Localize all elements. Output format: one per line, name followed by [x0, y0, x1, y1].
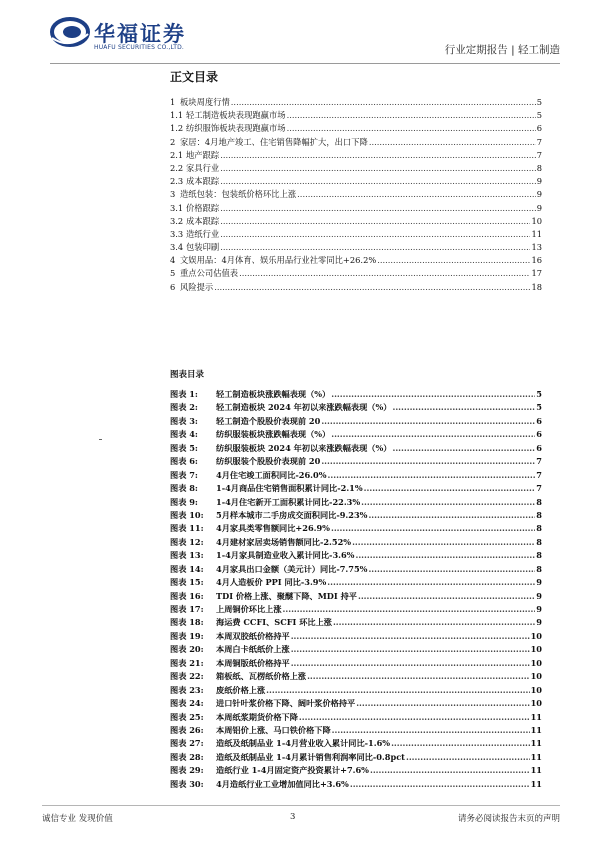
entry-number: 图表 24:	[170, 698, 204, 709]
dot-leader	[392, 443, 535, 453]
entry-number: 1	[170, 97, 176, 107]
entry-title: 板块周度行情	[180, 97, 230, 107]
entry-page: 9	[536, 590, 542, 601]
entry-title: 文娱用品：4月体育、娱乐用品行业社零同比+26.2%	[180, 255, 377, 266]
figure-entry[interactable]	[170, 671, 542, 684]
dot-leader	[220, 229, 530, 239]
dot-leader	[350, 779, 530, 789]
figure-entry[interactable]	[170, 523, 542, 536]
dot-leader	[361, 497, 535, 507]
entry-title: 重点公司估值表	[180, 268, 239, 279]
toc-entry[interactable]	[170, 241, 542, 254]
entry-page: 7	[536, 136, 542, 147]
entry-title: 成本跟踪	[186, 176, 220, 187]
entry-page: 9	[536, 176, 542, 187]
entry-number: 图表 1:	[170, 389, 198, 399]
entry-title: 地产跟踪	[186, 149, 220, 160]
entry-title: 造纸行业	[186, 228, 220, 239]
entry-number: 2.1	[170, 149, 184, 160]
entry-number: 图表 25:	[170, 711, 204, 722]
dot-leader	[369, 137, 536, 147]
toc-entry[interactable]	[170, 109, 542, 122]
entry-title: 本周纸浆期货价格下降	[216, 711, 298, 722]
entry-title: 1-4月住宅新开工面积累计同比-22.3%	[216, 496, 361, 507]
figure-entry[interactable]	[170, 698, 542, 711]
entry-page: 7	[536, 149, 542, 160]
toc-title: 正文目录	[170, 70, 219, 84]
figure-entry[interactable]	[170, 443, 542, 456]
entry-page: 5	[536, 402, 542, 413]
entry-title: 箱板纸、瓦楞纸价格上涨	[216, 671, 307, 682]
entry-number: 图表 19:	[170, 630, 204, 641]
entry-number: 1.2	[170, 123, 184, 134]
entry-number: 图表 8:	[170, 483, 198, 494]
entry-page: 8	[536, 563, 542, 574]
entry-number: 3.4	[170, 242, 184, 253]
dot-leader	[287, 123, 536, 133]
figures-title: 图表目录	[170, 370, 205, 380]
entry-number: 图表 22:	[170, 671, 204, 682]
figure-entry[interactable]	[170, 738, 542, 751]
entry-page: 6	[536, 415, 542, 426]
entry-page: 9	[536, 617, 542, 628]
entry-number: 图表 9:	[170, 496, 198, 507]
entry-number: 2.3	[170, 176, 184, 187]
dot-leader	[239, 268, 530, 278]
figure-entry[interactable]	[170, 712, 542, 725]
entry-page: 6	[536, 429, 542, 440]
entry-number: 图表 20:	[170, 644, 204, 655]
entry-number: 图表 4:	[170, 429, 198, 440]
entry-title: 本周铜版纸价格持平	[216, 657, 290, 668]
dot-leader	[299, 712, 530, 722]
toc-entry[interactable]	[170, 96, 542, 109]
entry-number: 5	[170, 268, 176, 279]
entry-number: 6	[170, 281, 176, 292]
dot-leader	[368, 510, 535, 520]
entry-page: 8	[536, 162, 542, 173]
dot-leader	[231, 97, 536, 107]
huafu-logo-icon	[50, 16, 90, 48]
entry-page: 10	[530, 644, 542, 655]
entry-title: 海运费 CCFI、SCFI 环比上涨	[216, 617, 332, 628]
entry-number: 图表 12:	[170, 536, 204, 547]
dot-leader	[220, 216, 530, 226]
entry-page: 5	[536, 97, 542, 107]
toc-entry[interactable]	[170, 162, 542, 175]
entry-number: 3.2	[170, 215, 184, 226]
entry-page: 5	[536, 110, 542, 121]
entry-page: 11	[530, 738, 542, 749]
entry-number: 图表 30:	[170, 778, 204, 789]
entry-page: 9	[536, 202, 542, 213]
header-divider	[50, 63, 560, 64]
entry-number: 3	[170, 189, 176, 200]
dot-leader	[291, 658, 530, 668]
dot-leader	[364, 483, 536, 493]
report-type: 行业定期报告 | 轻工制造	[444, 44, 560, 56]
entry-title: 4月家具出口金额（美元计）同比-7.75%	[216, 563, 368, 574]
entry-title: 价格跟踪	[186, 202, 220, 213]
entry-page: 5	[536, 389, 542, 399]
figure-entry[interactable]	[170, 725, 542, 738]
dot-leader	[368, 564, 535, 574]
dot-leader	[327, 577, 535, 587]
figure-entry[interactable]	[170, 752, 542, 765]
entry-title: 4月住宅竣工面积同比-26.0%	[216, 469, 327, 480]
entry-title: 进口针叶浆价格下降、阔叶浆价格持平	[216, 698, 356, 709]
dot-leader	[220, 242, 530, 252]
figure-entry[interactable]	[170, 658, 542, 671]
dot-leader	[333, 617, 535, 627]
entry-title: 造纸包装：包装纸价格环比上涨	[180, 189, 297, 200]
dot-leader	[291, 631, 530, 641]
toc-entry[interactable]	[170, 188, 542, 201]
margin-mark	[99, 439, 102, 440]
footer-slogan: 诚信专业 发现价值	[42, 814, 113, 824]
toc-entry[interactable]	[170, 254, 542, 267]
entry-number: 图表 28:	[170, 751, 204, 762]
figure-entry[interactable]	[170, 591, 542, 604]
dot-leader	[406, 752, 530, 762]
entry-number: 图表 21:	[170, 657, 204, 668]
entry-number: 2.2	[170, 162, 184, 173]
figure-entry[interactable]	[170, 685, 542, 698]
dot-leader	[391, 738, 530, 748]
entry-title: 纺织服装板块涨跌幅表现（%）	[216, 429, 331, 440]
entry-page: 10	[530, 657, 542, 668]
entry-number: 2	[170, 136, 176, 147]
entry-number: 图表 29:	[170, 765, 204, 776]
entry-title: 纺织服饰板块表现跑赢市场	[186, 123, 286, 134]
entry-title: 轻工制造个股股价表现前 20	[216, 415, 321, 426]
dot-leader	[214, 282, 530, 292]
entry-page: 8	[536, 550, 542, 561]
entry-title: 风险提示	[180, 281, 214, 292]
entry-title: 1-4月商品住宅销售面积累计同比-2.1%	[216, 483, 363, 494]
entry-page: 11	[530, 778, 542, 789]
figure-entry[interactable]	[170, 779, 542, 792]
entry-number: 图表 26:	[170, 724, 204, 735]
entry-page: 10	[530, 671, 542, 682]
entry-number: 图表 2:	[170, 402, 198, 413]
dot-leader	[358, 591, 535, 601]
entry-number: 图表 18:	[170, 617, 204, 628]
figure-entry[interactable]	[170, 470, 542, 483]
entry-page: 9	[536, 189, 542, 200]
entry-page: 8	[536, 509, 542, 520]
dot-leader	[332, 725, 530, 735]
entry-page: 10	[531, 215, 542, 226]
entry-title: 4月人造板价 PPI 同比-3.9%	[216, 577, 327, 588]
figure-entry[interactable]	[170, 389, 542, 402]
dot-leader	[331, 429, 535, 439]
entry-number: 图表 11:	[170, 523, 204, 534]
dot-leader	[220, 163, 536, 173]
entry-number: 图表 14:	[170, 563, 204, 574]
entry-page: 13	[531, 242, 542, 253]
dot-leader	[331, 389, 535, 399]
toc-entry[interactable]	[170, 175, 542, 188]
entry-title: 纺织服装个股股价表现前 20	[216, 456, 321, 467]
dot-leader	[352, 537, 535, 547]
dot-leader	[331, 523, 535, 533]
entry-number: 图表 17:	[170, 604, 204, 614]
entry-page: 7	[536, 483, 542, 494]
entry-page: 10	[530, 630, 542, 641]
dot-leader	[291, 644, 530, 654]
entry-title: 轻工制造板块 2024 年初以来涨跌幅表现（%）	[216, 402, 392, 413]
figure-entry[interactable]	[170, 416, 542, 429]
entry-title: 造纸及纸制品业 1-4月累计销售利润率同比-0.8pct	[216, 751, 405, 762]
entry-title: 废纸价格上涨	[216, 684, 266, 695]
entry-page: 8	[536, 523, 542, 534]
logo-cn-text: 华福证券	[94, 22, 186, 46]
dot-leader	[287, 110, 536, 120]
dot-leader	[297, 189, 536, 199]
entry-number: 图表 13:	[170, 550, 204, 561]
entry-page: 6	[536, 442, 542, 453]
entry-title: 成本跟踪	[186, 215, 220, 226]
dot-leader	[377, 255, 530, 265]
logo-en-text: HUAFU SECURITIES CO.,LTD.	[94, 44, 185, 51]
dot-leader	[283, 604, 536, 614]
entry-page: 6	[536, 123, 542, 134]
entry-page: 11	[530, 711, 542, 722]
entry-number: 图表 10:	[170, 509, 204, 520]
toc-entry[interactable]	[170, 228, 542, 241]
entry-page: 10	[530, 684, 542, 695]
dot-leader	[328, 470, 536, 480]
entry-title: 4月建材家居卖场销售额同比-2.52%	[216, 536, 352, 547]
entry-number: 3.1	[170, 202, 184, 213]
entry-title: 本周双胶纸价格持平	[216, 630, 290, 641]
figure-entry[interactable]	[170, 550, 542, 563]
entry-title: 本周铝价上涨、马口铁价格下降	[216, 724, 331, 735]
entry-page: 9	[536, 577, 542, 588]
toc-entry[interactable]	[170, 215, 542, 228]
dot-leader	[220, 203, 536, 213]
dot-leader	[321, 416, 535, 426]
entry-page: 11	[530, 765, 542, 776]
entry-number: 4	[170, 255, 176, 266]
dot-leader	[355, 550, 535, 560]
entry-number: 图表 23:	[170, 684, 204, 695]
entry-number: 图表 5:	[170, 442, 198, 453]
figure-entry[interactable]	[170, 564, 542, 577]
entry-title: 轻工制造板块表现跑赢市场	[186, 110, 286, 121]
figure-entry[interactable]	[170, 497, 542, 510]
figure-entry[interactable]	[170, 429, 542, 442]
entry-title: 4月造纸行业工业增加值同比+3.6%	[216, 778, 349, 789]
entry-number: 图表 27:	[170, 738, 204, 749]
entry-page: 11	[531, 228, 542, 239]
entry-page: 9	[536, 604, 542, 614]
figure-entry[interactable]	[170, 577, 542, 590]
toc-entry[interactable]	[170, 267, 542, 280]
toc-entry[interactable]	[170, 149, 542, 162]
entry-page: 8	[536, 496, 542, 507]
dot-leader	[220, 176, 536, 186]
figure-entry[interactable]	[170, 617, 542, 630]
dot-leader	[392, 402, 535, 412]
entry-title: 5月样本城市二手房成交面积同比-9.23%	[216, 509, 368, 520]
figure-entry[interactable]	[170, 644, 542, 657]
entry-title: 本周白卡纸纸价上涨	[216, 644, 290, 655]
entry-number: 图表 16:	[170, 590, 204, 601]
entry-title: 包装印刷	[186, 242, 220, 253]
dot-leader	[370, 765, 530, 775]
entry-title: 造纸及纸制品业 1-4月营业收入累计同比-1.6%	[216, 738, 391, 749]
entry-page: 11	[530, 724, 542, 735]
entry-title: TDI 价格上涨、聚醚下降、MDI 持平	[216, 590, 357, 601]
toc-entry[interactable]	[170, 281, 542, 294]
entry-page: 8	[536, 536, 542, 547]
toc-list	[170, 96, 542, 294]
entry-title: 造纸行业 1-4月固定资产投资累计+7.6%	[216, 765, 369, 776]
page-number: 3	[290, 812, 296, 822]
figures-list	[170, 389, 542, 792]
entry-number: 图表 6:	[170, 456, 198, 467]
footer-disclaimer: 请务必阅读报告末页的声明	[457, 814, 560, 824]
entry-page: 7	[536, 456, 542, 467]
entry-page: 17	[531, 268, 542, 279]
entry-number: 1.1	[170, 110, 184, 121]
figure-entry[interactable]	[170, 402, 542, 415]
entry-number: 图表 7:	[170, 469, 198, 480]
toc-entry[interactable]	[170, 202, 542, 215]
figure-entry[interactable]	[170, 510, 542, 523]
toc-entry[interactable]	[170, 136, 542, 149]
entry-title: 轻工制造板块涨跌幅表现（%）	[216, 389, 331, 399]
dot-leader	[220, 150, 536, 160]
entry-page: 7	[536, 469, 542, 480]
entry-page: 18	[531, 281, 542, 292]
entry-number: 图表 3:	[170, 415, 198, 426]
footer-divider	[42, 805, 560, 806]
figure-entry[interactable]	[170, 765, 542, 778]
entry-title: 1-4月家具制造业收入累计同比-3.6%	[216, 550, 355, 561]
entry-title: 家具行业	[186, 162, 220, 173]
entry-title: 家居：4月地产竣工、住宅销售降幅扩大，出口下降	[180, 136, 368, 147]
entry-number: 3.3	[170, 228, 184, 239]
entry-page: 16	[531, 255, 542, 266]
dot-leader	[266, 685, 529, 695]
figure-entry[interactable]	[170, 604, 542, 617]
entry-number: 图表 15:	[170, 577, 204, 588]
figure-entry[interactable]	[170, 456, 542, 469]
figure-entry[interactable]	[170, 631, 542, 644]
dot-leader	[307, 671, 530, 681]
entry-title: 4月家具类零售额同比+26.9%	[216, 523, 330, 534]
dot-leader	[321, 456, 535, 466]
toc-entry[interactable]	[170, 122, 542, 135]
figure-entry[interactable]	[170, 483, 542, 496]
figure-entry[interactable]	[170, 537, 542, 550]
dot-leader	[356, 698, 529, 708]
entry-page: 10	[530, 698, 542, 709]
entry-title: 上周铜价环比上涨	[216, 604, 282, 614]
entry-page: 11	[530, 751, 542, 762]
page-header	[50, 12, 560, 64]
entry-title: 纺织服装板块 2024 年初以来涨跌幅表现（%）	[216, 442, 392, 453]
